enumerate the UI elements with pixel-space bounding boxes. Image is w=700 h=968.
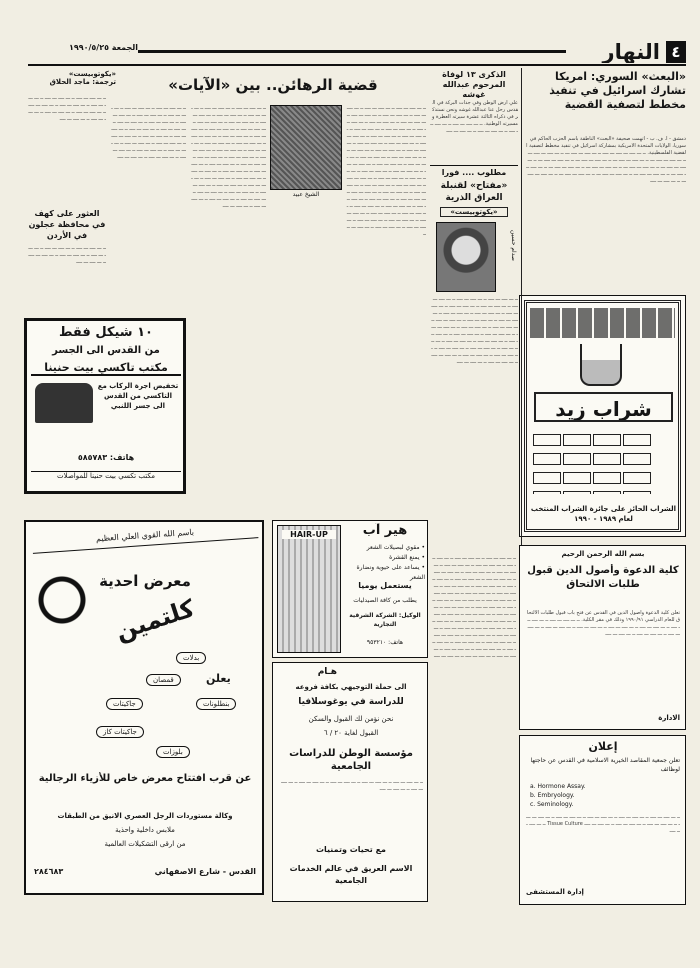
masthead-underline bbox=[28, 64, 686, 66]
byline bbox=[28, 70, 116, 92]
main-body-col-c: ــ ـــ ــــ ـــ ــــ ــ ـــ ــــ ـــ ــــ ــ ـــ ــــ ـــ ــــ ــ ـــ ــــ ـــ ــــ ــ ـــ ــــ ـــ ــــ ــ ـــ ــــ ـــ ــــ ــ ـــ ــــ ـــ ــــ ــ ـــ ــــ ـــ ــــ ــ ـــ ــــ ـــ ــــ ــ ـــ ــــ ـــ ــــ ــ ـــ ــــ ـــ ــــ ــ ـــ ــــ ـــ ــــ ــ ـــ ــــ ـــ ــــ ــ ـــ ــــ ـــ ــــ ــ ـــ ــــ ـــ ــــ ــ ـــ ــــ ـــ ــــ ــ ـــ ــــ ـــ ــــ ــ ـــ ــــ ـــ ــــ ــ ـــ ــــ ـــ ــــ bbox=[111, 105, 186, 160]
watan-ad bbox=[272, 662, 428, 902]
taxi-headline: ١٠ شيكل فقط bbox=[59, 325, 153, 340]
taxi-line2: مكتب تاكسي بيت حنينا bbox=[31, 361, 181, 376]
hair-title: هير آب bbox=[362, 523, 408, 538]
iraq-body: ــ ـــ ــــ ـــ ــــ ــ ـــ ــــ ـــ ــــ ــ ـــ ــــ ـــ ــــ ــ ـــ ــــ ـــ ــــ ــ ـــ ــــ ـــ ــــ ــ ـــ ــــ ـــ ــــ ــ ـــ ــــ ـــ ــــ ــ ـــ ــــ ـــ ــــ ــ ـــ ــــ ـــ ــــ ــ ـــ ــــ ـــ ــــ ــ ـــ ــــ ـــ ــــ ــ ـــ ــــ ـــ ــــ ــ ـــ ــــ ـــ ــــ ــ ـــ ــــ ـــ ــــ ــ ـــ ــــ ـــ ــــ ــ ـــ ــــ ـــ ــــ ــ ـــ ــــ ـــ ــــ ــ ـــ ــــ ـــ ــــ ــ ـــ ــــ ـــ ــــ ــ ـــ ــــ ـــ ــــ ــ ـــ ــــ ـــ ــــ ــ ـــ ــــ ـــ ــــ ــ ـــ ــــ ـــ ــــ ــ ـــ ــــ ـــ ــــ ــ ـــ ــــ ـــ ــــ ــ ـــ ــــ ـــ ــــ ــ ـــ ــــ ـــ ــــ bbox=[431, 296, 518, 365]
section-rule bbox=[430, 165, 518, 166]
masthead bbox=[28, 41, 686, 63]
watan-accept: نحن نؤمن لك القبول والسكن bbox=[308, 715, 394, 723]
cave-headline: العثور على كهف في محافظة عجلون في الأردن bbox=[28, 209, 106, 240]
main-body-col-a: ــ ـــ ــــ ـــ ــــ ــ ـــ ــــ ـــ ــــ ــ ـــ ــــ ـــ ــــ ــ ـــ ــــ ـــ ــــ ــ ـــ ــــ ـــ ــــ ــ ـــ ــــ ـــ ــــ ــ ـــ ــــ ـــ ــــ ــ ـــ ــــ ـــ ــــ ــ ـــ ــــ ـــ ــــ ــ ـــ ــــ ـــ ــــ ــ ـــ ــــ ـــ ــــ ــ ـــ ــــ ـــ ــــ ــ ـــ ــــ ـــ ــــ ــ ـــ ــــ ـــ ــــ ــ ـــ ــــ ـــ ــــ ــ ـــ ــــ ـــ ــــ ــ ـــ ــــ ـــ ــــ ــ ـــ ــــ ـــ ــــ ــ ـــ ــــ ـــ ــــ ــ ـــ ــــ ـــ ــــ ــ ـــ ــــ ـــ ــــ ــ ـــ ــــ ـــ ــــ ــ ـــ ــــ ـــ ــــ ــ ـــ ــــ ـــ ــــ ــ ـــ ــــ ـــ ــــ ــ ـــ ــــ ـــ ــــ ــ ـــ ــــ ـــ ــــ ــ ـــ ــــ ـــ ــــ ــ ـــ ــــ ـــ ــــ ــ ـــ ــــ ـــ ــــ ــ ـــ ــــ ـــ ــــ ــ ـــ ــــ ـــ ــــ ــ ـــ ــــ ـــ ــــ ــ ـــ ــــ ـــ ــــ ــ ـــ ــــ ـــ ــــ ــ ـــ ــــ ـــ ــــ ــ ـــ ــــ ـــ ــــ ــ ـــ ــــ ـــ ــــ ــ ـــ ــــ ـــ ــــ ــ ـــ ــــ ـــ ــــ ــ ـــ ــــ ـــ ــــ ــ ـــ ــــ ـــ ــــ ــ ـــ ــــ ـــ ــــ ــ ـــ ــــ ـــ ــــ ــ ـــ ــــ ـــ ــــ ــ ـــ ــــ ـــ ــــ bbox=[346, 105, 426, 237]
column-2-lower-body: ــ ـــ ــــ ـــ ــــ ــ ـــ ــــ ـــ ــــ ــ ـــ ــــ ـــ ــــ ــ ـــ ــــ ـــ ــــ ــ ـــ ــــ ـــ ــــ ــ ـــ ــــ ـــ ــــ ــ ـــ ــــ ـــ ــــ ــ ـــ ــــ ـــ ــــ ــ ـــ ــــ ـــ ــــ ــ ـــ ــــ ـــ ــــ ــ ـــ ــــ ـــ ــــ ــ ـــ ــــ ـــ ــــ ــ ـــ ــــ ـــ ــــ ــ ـــ ــــ ـــ ــــ ــ ـــ ــــ ـــ ــــ ــ ـــ ــــ ـــ ــــ ــ ـــ ــــ ـــ ــــ ــ ـــ ــــ ـــ ــــ ــ ـــ ــــ ـــ ــــ ــ ـــ ــــ ـــ ــــ ــ ـــ ــــ ـــ ــــ ــ ـــ ــــ ـــ ــــ ــ ـــ ــــ ـــ ــــ ــ ـــ ــــ ـــ ــــ ــ ـــ ــــ ـــ ــــ ــ ـــ ــــ ـــ ــــ ــ ـــ ــــ ـــ ــــ ــ ـــ ــــ ـــ ــــ ــ ـــ ــــ ـــ ــــ ــ ـــ ــــ ـــ ــــ ــ ـــ ــــ ـــ ــــ ــ ـــ ــــ ـــ ــــ ــ ـــ ــــ ـــ ــــ ــ ـــ ــــ ـــ ــــ ــ ـــ ــــ ـــ ــــ ــ ـــ ــــ ـــ ــــ ــ ـــ ــــ ـــ ــــ ــ ـــ ــــ ـــ ــــ ــ ـــ ــــ ـــ ــــ ــ ـــ ــــ ـــ ــــ bbox=[432, 555, 516, 659]
flavor-tile bbox=[623, 434, 651, 446]
clothes-address: القدس - شارع الاصفهاني bbox=[154, 867, 256, 876]
flavor-tile bbox=[593, 453, 621, 465]
clothes-ad bbox=[24, 520, 264, 895]
college-body-text: تعلن كلية الدعوة واصول الدين في القدس عن فتح باب قبول طلبات الالتحاق للعام الدراسي ١٩٩٠/٩١ وذلك في مقر الكلية. bbox=[526, 610, 680, 623]
anniversary-continued: ــ ـــ ــــ ـــ ــــ ــ ـــ ــــ ـــ ــــ ــ ـــ ــــ ـــ ــــ ــ ـــ ــــ ـــ ــــ bbox=[430, 121, 518, 134]
flavor-tile bbox=[593, 434, 621, 446]
clothes-title: معرض احدية bbox=[99, 572, 191, 590]
hair-bullet: • مقوي لبصيلات الشعر bbox=[366, 544, 425, 551]
paper-name: النهار bbox=[602, 41, 660, 63]
flavor-tile bbox=[563, 472, 591, 484]
hair-phone: هاتف: ٩٥٣٢١٠ bbox=[366, 639, 404, 646]
drink-glass-icon bbox=[580, 344, 622, 386]
ilan-item: c. Seminology. bbox=[530, 801, 574, 808]
flavor-tile bbox=[563, 434, 591, 446]
tile-pattern-icon bbox=[530, 308, 675, 338]
flavor-tile bbox=[533, 453, 561, 465]
clothes-opening: عن قرب افتتاح معرض خاص للأزياء الرجالية bbox=[38, 773, 252, 784]
taxi-phone: هاتف: ٥٨٥٧٨٣ bbox=[77, 453, 135, 462]
byline-name: ترجمة: ماجد الحلاق bbox=[49, 78, 116, 86]
lead-body bbox=[525, 136, 686, 286]
clothes-collection: من ارقى التشكيلات العالمية bbox=[104, 840, 186, 848]
wanted-label: مطلوب .... فورا bbox=[441, 168, 507, 177]
ilan-title: إعلان bbox=[588, 740, 618, 753]
ilan-manager: إدارة المستشفى bbox=[526, 888, 584, 896]
flavor-tile bbox=[533, 434, 561, 446]
clothes-banner: باسم الله القوي العلي العظيم bbox=[32, 520, 259, 554]
date-line: الجمعة ١٩٩٠/٥/٢٥ bbox=[68, 43, 138, 52]
watan-body: ــ ـــ ــــ ـــ ــــ ــ ـــ ــــ ـــ ــــ ــ ـــ ــــ ـــ ــــ ــ ـــ ــــ ـــ ــــ ــ ـــ ــــ ـــ ــــ ــ ـــ ــــ ـــ ــــ bbox=[281, 779, 423, 792]
item-label: قمصان bbox=[146, 674, 181, 686]
flavor-tile bbox=[623, 491, 651, 494]
hair-bullet: • يساعد على حيوية ونضارة الشعر bbox=[356, 564, 425, 581]
taxi-offer: تخفيض اجرة الركاب مع التاكسي من القدس الى جسر اللنبي bbox=[97, 382, 179, 410]
flavor-tile bbox=[623, 472, 651, 484]
item-label: جاكيتات كاز bbox=[96, 726, 144, 738]
saddam-caption: صدام حسين bbox=[510, 230, 517, 261]
main-title: قضية الرهائن.. بين «الآيات» bbox=[168, 76, 378, 94]
anniversary-body bbox=[430, 100, 518, 160]
taxi-line1: من القدس الى الجسر bbox=[52, 345, 160, 356]
ilan-item: b. Embryology. bbox=[530, 792, 575, 799]
watan-deadline: القبول لغاية ٢٠ / ٦ bbox=[323, 729, 379, 737]
clothes-brand: كلتمين bbox=[112, 594, 198, 646]
item-label: بدلات bbox=[176, 652, 206, 664]
ilan-announcement bbox=[519, 735, 686, 905]
watan-name: مؤسسة الوطن للدراسات الجامعية bbox=[289, 748, 413, 772]
flavor-tile bbox=[563, 453, 591, 465]
hair-bullets bbox=[345, 543, 425, 583]
taxi-car-icon bbox=[35, 383, 93, 423]
byline-tag: «يكوتوبيست» bbox=[68, 70, 116, 78]
watan-thanks: مع تحيات وتمنيات bbox=[316, 845, 386, 854]
iraq-tag: «يكوتوبيست» bbox=[440, 207, 508, 217]
sheikh-obeid-photo bbox=[270, 105, 342, 190]
hair-product-box bbox=[277, 525, 341, 653]
clothes-tagline: ملابس داخلية واحذية bbox=[115, 826, 175, 834]
taxi-ad bbox=[24, 318, 186, 494]
ad-caption: الشراب الحائز على جائزة الشراب المنتخب لعام ١٩٨٩ - ١٩٩٠ bbox=[530, 505, 677, 523]
column-rule bbox=[521, 68, 522, 548]
lead-body-continued: ــ ـــ ــــ ـــ ــــ ـــ ــــ ــ ـــ ــــ ـــ ــــ ـــ ــ ـــ ــــ ـــ ــــ ـــ ــ ـــ ــــ ـــ ــــ ـــ ــ ـــ ــــ ـــ ــــ ـــ ــ ـــ ــــ ـــ ــــ ـــ ــ ـــ ــــ ـــ ــــ ـــ ــ ـــ ــــ ـــ ــــ ـــ ــ ـــ ــــ ـــ ــــ ـــ ــ ـــ ــــ ـــ ــــ ـــ ــ ـــ ــــ ـــ ــــ ـــ ــ ـــ ــــ ـــ ــــ ـــ ــ ـــ ــــ ـــ ــــ ـــ ــ ـــ ــــ ـــ ــــ ـــ ــ ـــ ــــ ـــ ــــ ـــ ــ ـــ ــــ ـــ ــــ ـــ ــ ـــ ــــ ـــ ــــ bbox=[526, 150, 686, 184]
ad-brand: شراب زيد bbox=[534, 392, 673, 422]
tiles-row bbox=[530, 308, 675, 338]
watan-study: للدراسة في يوغوسلافيا bbox=[298, 697, 404, 707]
item-label: بنطلونات bbox=[196, 698, 236, 710]
ilan-body: ــ ـــ ــــ ـــ ــــ ــ ـــ ــــ ـــ ــــ ــ ـــ ــــ ـــ ــــ ــ ـــ ــــ ـــ ــــ ــ ـــ ــــ ـــ ــــ ــ ـــ ــــ ـــ ــــ ــ ـــ ــــ ـــ ــــ ــ ـــ ــــ ـــ ــــ Tissue Culture ــ ـــ ــــ ـــ ــــ bbox=[526, 814, 680, 834]
hair-order: يطلب من كافة الصيدليات bbox=[353, 597, 417, 604]
anniversary-headline: الذكرى ١٣ لوفاة المرحوم عبدالله غوشه bbox=[442, 70, 506, 98]
taxi-footer: مكتب تكسي بيت حنينا للمواصلات bbox=[31, 471, 181, 480]
hair-agent: الوكيل: الشركة الشرقية التجارية bbox=[349, 612, 421, 628]
item-label: بلوزات bbox=[156, 746, 190, 758]
ilan-item: a. Hormone Assay. bbox=[530, 783, 586, 790]
main-body-col-b: ــ ـــ ــــ ـــ ــــ ــ ـــ ــــ ـــ ــــ ــ ـــ ــــ ـــ ــــ ــ ـــ ــــ ـــ ــــ ــ ـــ ــــ ـــ ــــ ــ ـــ ــــ ـــ ــــ ــ ـــ ــــ ـــ ــــ ــ ـــ ــــ ـــ ــــ ــ ـــ ــــ ـــ ــــ ــ ـــ ــــ ـــ ــــ ــ ـــ ــــ ـــ ــــ ــ ـــ ــــ ـــ ــــ ــ ـــ ــــ ـــ ــــ ــ ـــ ــــ ـــ ــــ ــ ـــ ــــ ـــ ــــ ــ ـــ ــــ ـــ ــــ ــ ـــ ــــ ـــ ــــ ــ ـــ ــــ ـــ ــــ ــ ـــ ــــ ـــ ــــ ــ ـــ ــــ ـــ ــــ ــ ـــ ــــ ـــ ــــ ــ ـــ ــــ ـــ ــــ ــ ـــ ــــ ـــ ــــ ــ ـــ ــــ ـــ ــــ ــ ـــ ــــ ـــ ــــ ــ ـــ ــــ ـــ ــــ ــ ـــ ــــ ـــ ــــ ــ ـــ ــــ ـــ ــــ ــ ـــ ــــ ـــ ــــ ــ ـــ ــــ ـــ ــــ ــ ـــ ــــ ـــ ــــ ــ ـــ ــــ ـــ ــــ ــ ـــ ــــ ـــ ــــ ــ ـــ ــــ ـــ ــــ ــ ـــ ــــ ـــ ــــ bbox=[191, 105, 266, 209]
sharab-zaid-ad bbox=[519, 295, 686, 537]
cave-body: ــ ـــ ــــ ـــ ــــ ــ ـــ ــــ ـــ ــــ ــ ـــ ــــ ـــ ــــ ــ ـــ ــــ ـــ ــــ ــ ـــ ــــ ـــ ــــ ــ ـــ ــــ ـــ ــــ bbox=[28, 245, 106, 265]
saddam-photo bbox=[436, 222, 496, 292]
flavor-tile bbox=[623, 453, 651, 465]
flavor-tile bbox=[593, 472, 621, 484]
ilan-items bbox=[530, 782, 630, 809]
flavor-tile bbox=[533, 491, 561, 494]
masthead-rule bbox=[138, 50, 566, 53]
watan-top-label: هـام bbox=[317, 667, 337, 677]
college-announcement bbox=[519, 545, 686, 730]
clothes-items bbox=[86, 652, 256, 762]
hair-bullet: • يمنع القشرة bbox=[389, 554, 425, 561]
main-body-col-d: ــ ـــ ــــ ـــ ــــ ــ ـــ ــــ ـــ ــــ ــ ـــ ــــ ـــ ــــ ــ ـــ ــــ ـــ ــــ ــ ـــ ــــ ـــ ــــ ــ ـــ ــــ ـــ ــــ ــ ـــ ــــ ـــ ــــ ــ ـــ ــــ ـــ ــــ ــ ـــ ــــ ـــ ــــ bbox=[28, 95, 106, 122]
ilan-intro: تعلن جمعية المقاصد الخيرية الاسلامية في القدس عن حاجتها لوظائف bbox=[530, 757, 680, 773]
basmala: بسم الله الرحمن الرحيم bbox=[561, 550, 645, 558]
item-label: يعلن bbox=[206, 672, 231, 685]
flavor-tile bbox=[533, 472, 561, 484]
anniversary-text: علي ارض الوطن وفي جدات البركة في القدس رحل عنا عبدالله غوشه ونحن نستذكر في ذكراه الثالثة عشرة سيرته العطرة ومسيرته الوطنية. bbox=[431, 100, 518, 127]
lead-headline: «البعث» السوري: امريكا تشارك اسرائيل في تنفيذ مخطط لتصفية القضية bbox=[549, 70, 686, 111]
sheikh-caption: الشيخ عبيد bbox=[292, 191, 320, 198]
hair-subtitle: HAIR-UP bbox=[282, 530, 336, 539]
watan-intro: الى حملة التوجيهي بكافة فروعه bbox=[295, 683, 407, 691]
hair-up-ad bbox=[272, 520, 428, 658]
page-number: ٤ bbox=[666, 41, 686, 63]
lead-intro: دمشق - ا. ف. ب - اتهمت صحيفة «البعث» الناطقة باسم الحزب الحاكم في سوريا، الولايات المتحدة الامريكية بمشاركة اسرائيل في تنفيذ مخطط لتصفية القضية الفلسطينية. bbox=[526, 136, 686, 156]
clothes-agency: وكالة مستوردات الرجل العصري الانيق من الطبقات bbox=[57, 812, 233, 820]
clothes-phone: ٢٨٤٦٨٣ bbox=[34, 867, 64, 876]
college-headline: كلية الدعوة وأصول الدين قبول طلبات الالتحاق bbox=[527, 565, 679, 590]
flavor-grid bbox=[532, 432, 675, 494]
iraq-headline: «مفتاح» لقنبلة العراق الذرية bbox=[440, 181, 508, 203]
college-body-continued: ــ ـــ ــــ ـــ ــــ ــ ـــ ــــ ـــ ــــ ــ ـــ ــــ ـــ ــــ ــ ـــ ــــ ـــ ــــ ــ ـــ ــــ ـــ ــــ ــ ـــ ــــ ـــ ــــ ــ ـــ ــــ ـــ ــــ ــ ـــ ــــ ـــ ــــ ــ ـــ ــــ ـــ ــــ bbox=[527, 617, 680, 637]
college-body bbox=[526, 610, 680, 710]
flavor-tile bbox=[593, 491, 621, 494]
flavor-tile bbox=[563, 491, 591, 494]
college-signoff: الادارة bbox=[658, 714, 680, 722]
ilan-end: Tissue Culture bbox=[547, 821, 583, 827]
item-label: جاكيتات bbox=[106, 698, 143, 710]
watan-slogan: الاسم العريق في عالم الخدمات الجامعية bbox=[289, 864, 413, 885]
hair-daily: يستعمل يوميا bbox=[358, 581, 412, 590]
